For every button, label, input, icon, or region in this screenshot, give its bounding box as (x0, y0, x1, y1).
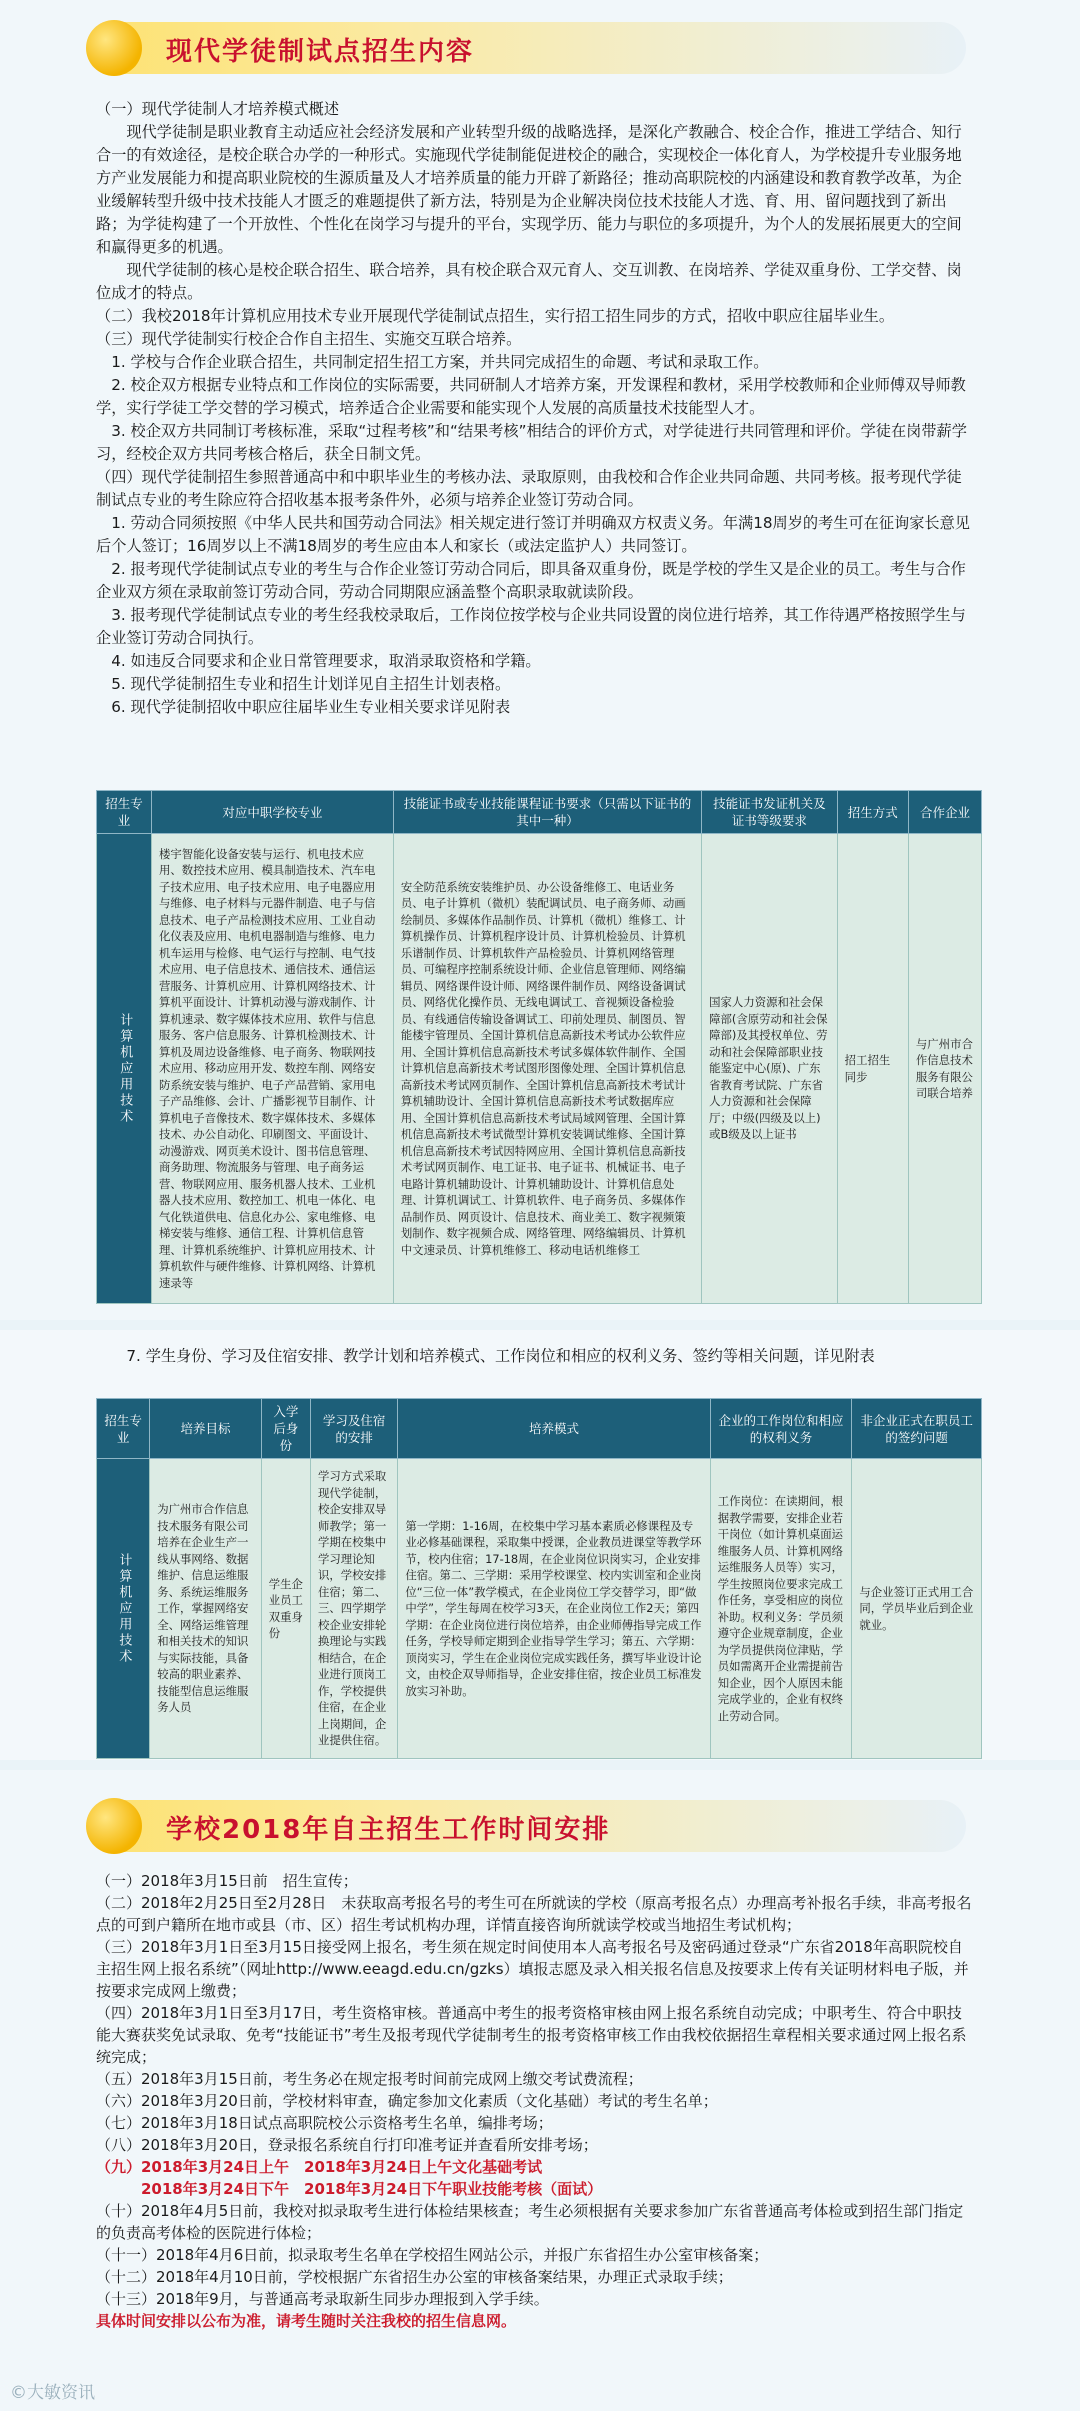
table-cell: 招工招生同步 (837, 834, 908, 1304)
paragraph: 3. 报考现代学徒制试点专业的考生经我校录取后，工作岗位按学校与企业共同设置的岗位进行培养，其工作待遇严格按照学生与企业签订劳动合同执行。 (96, 606, 966, 647)
table-cell-major: 计算机应用技术 (97, 1459, 150, 1759)
paragraph: 1. 学校与合作企业联合招生，共同制定招生招工方案，并共同完成招生的命题、考试和录取工作。 (96, 353, 769, 371)
paragraph: 2. 报考现代学徒制试点专业的考生与合作企业签订劳动合同后，即具备双重身份，既是学校的学生又是企业的员工。考生与合作企业双方须在录取前签订劳动合同，劳动合同期限应涵盖整个高职录取就读阶段。 (96, 560, 966, 601)
table-cell: 国家人力资源和社会保障部(含原劳动和社会保障部)及其授权单位、劳动和社会保障部职业技能鉴定中心(原)、广东省教育考试院、广东省人力资源和社会保障厅；中级(四级及以上)或B级及以上证书 (702, 834, 838, 1304)
table-header: 培养模式 (398, 1399, 710, 1459)
table-header: 技能证书发证机关及证书等级要求 (702, 791, 838, 834)
paragraph: （一）现代学徒制人才培养模式概述 (96, 100, 339, 118)
paragraph: （二）我校2018年计算机应用技术专业开展现代学徒制试点招生，实行招工招生同步的方式，招收中职应往届毕业生。 (96, 307, 895, 325)
table-cell-major: 计算机应用技术 (97, 834, 152, 1304)
schedule-item: （七）2018年3月18日试点高职院校公示资格考生名单，编排考场； (96, 2114, 553, 2132)
schedule-item: （一）2018年3月15日前 招生宣传； (96, 1872, 358, 1890)
table-header: 学习及住宿的安排 (310, 1399, 397, 1459)
table-header: 入学后身份 (261, 1399, 310, 1459)
training-arrangement-table (96, 1398, 982, 1759)
schedule-item: （十三）2018年9月，与普通高考录取新生同步办理报到入学手续。 (96, 2290, 549, 2308)
watermark: ©大敏资讯 (10, 2383, 95, 2403)
paragraph: 5. 现代学徒制招生专业和招生计划详见自主招生计划表格。 (96, 675, 511, 693)
table-cell: 安全防范系统安装维护员、办公设备维修工、电话业务员、电子计算机（微机）装配调试员、电子商务师、动画绘制员、多媒体作品制作员、计算机（微机）维修工、计算机操作员、计算机程序设计员、计算机检验员、计算机乐谱制作员、计算机软件产品检验员、计算机网络管理员、可编程序控制系统设计师、企业信息管理师、网络编辑员、网络课件设计师、网络课件制作员、网络设备调试员、网络优化操作员、无线电调试工、音视频设备检验员、有线通信传输设备调试工、印前处理员、制图员、智能楼宇管理员、全国计算机信息高新技术考试办公软件应用、全国计算机信息高新技术考试多媒体软件制作、全国计算机信息高新技术考试图形图像处理、全国计算机信息高新技术考试网页制作、全国计算机信息高新技术考试计算机辅助设计、全国计算机信息高新技术考试数据库应用、全国计算机信息高新技术考试局域网管理、全国计算机信息高新技术考试微型计算机安装调试维修、全国计算机信息高新技术考试因特网应用、全国计算机信息高新技术考试网页制作、电工证书、电子证书、机械证书、电子电路计算机辅助设计、计算机辅助设计、计算机信息处理、计算机调试工、计算机软件、电子商务员、多媒体作品制作员、网页设计、信息技术、商业美工、数字视频策划制作、数字视频合成、网络管理、网络编辑员、计算机中文速录员、计算机维修工、移动电话机维修工 (393, 834, 701, 1304)
table-cell: 工作岗位：在读期间，根据教学需要，安排企业若干岗位（如计算机桌面运维服务人员、计算机网络运维服务人员等）实习，学生按照岗位要求完成工作任务，享受相应的岗位补助。权利义务：学员须遵守企业规章制度，企业为学员提供岗位津贴，学员如需离开企业需提前告知企业，因个人原因未能完成学业的，企业有权终止劳动合同。 (710, 1459, 852, 1759)
table-header: 招生专业 (97, 1399, 150, 1459)
paragraph: 7. 学生身份、学习及住宿安排、教学计划和培养模式、工作岗位和相应的权利义务、签约等相关问题，详见附表 (96, 1347, 875, 1365)
schedule-note: 具体时间安排以公布为准，请考生随时关注我校的招生信息网。 (96, 2312, 517, 2330)
table-cell: 为广州市合作信息技术服务有限公司培养在企业生产一线从事网络、数据维护、信息运维服务、系统运维服务工作，掌握网络安全、网络运维管理和相关技术的知识与实际技能，具备较高的职业素养、技能型信息运维服务人员 (150, 1459, 262, 1759)
table-header: 非企业正式在职员工的签约问题 (852, 1399, 982, 1459)
section-title: 学校2018年自主招生工作时间安排 (166, 1815, 611, 1845)
paragraph: 6. 现代学徒制招收中职应往届毕业生专业相关要求详见附表 (96, 698, 511, 716)
table-cell: 与广州市合作信息技术服务有限公司联合培养 (908, 834, 981, 1304)
schedule-item: （六）2018年3月20日前，学校材料审查，确定参加文化素质（文化基础）考试的考生名单； (96, 2092, 718, 2110)
paragraph: 2. 校企双方根据专业特点和工作岗位的实际需要，共同研制人才培养方案，开发课程和教材，采用学校教师和企业师傅双导师教学，实行学徒工学交替的学习模式，培养适合企业需要和能实现个人发展的高质量技术技能型人才。 (96, 376, 966, 417)
schedule-item: （三）2018年3月1日至3月15日接受网上报名，考生须在规定时间使用本人高考报名号及密码通过登录“广东省2018年高职院校自主招生网上报名系统”（网址http://www.eeagd.edu.cn/gzks）填报志愿及录入相关报名信息及按要求上传有关证明材料电子版，并按要求完成网上缴费； (96, 1938, 969, 2000)
schedule-item: （八）2018年3月20日，登录报名系统自行打印准考证并查看所安排考场； (96, 2136, 598, 2154)
paragraph: 现代学徒制是职业教育主动适应社会经济发展和产业转型升级的战略选择，是深化产教融合、校企合作，推进工学结合、知行合一的有效途径，是校企联合办学的一种形式。实施现代学徒制能促进校企的融合，实现校企一体化育人，为学校提升专业服务地方产业发展能力和提高职业院校的生源质量及人才培养质量的能力开辟了新路径；推动高职院校的内涵建设和教育教学改革，为企业缓解转型升级中技术技能人才匮乏的难题提供了新方法，特别是为企业解决岗位技术技能人才选、育、用、留问题找到了新出路；为学徒构建了一个开放性、个性化在岗学习与提升的平台，实现学历、能力与职位的多项提升，为个人的发展拓展更大的空间和赢得更多的机遇。 (96, 123, 962, 256)
section-banner (96, 22, 966, 74)
table-header: 招生专业 (97, 791, 152, 834)
intro-text (96, 98, 976, 719)
table-cell: 第一学期：1-16周，在校集中学习基本素质必修课程及专业必修基础课程，采取集中授课，企业教员进课堂等教学环节，校内住宿；17-18周，在企业岗位识岗实习，企业安排住宿。第二、三学期：采用学校课堂、校内实训室和企业岗位“三位一体”教学模式，在企业岗位工学交替学习，即“做中学”，学生每周在校学习3天，在企业岗位工作2天；第四学期：在企业岗位进行岗位培养，由企业师傅指导完成工作任务，学校导师定期到企业指导学生学习；第五、六学期：顶岗实习，学生在企业岗位完成实践任务，撰写毕业设计论文，由校企双导师指导，企业安排住宿，按企业员工标准发放实习补助。 (398, 1459, 710, 1759)
schedule-item: （十）2018年4月5日前，我校对拟录取考生进行体检结果核查；考生必须根据有关要求参加广东省普通高考体检或到招生部门指定的负责高考体检的医院进行体检； (96, 2202, 964, 2242)
note-7 (96, 1345, 976, 1368)
table-cell: 学习方式采取现代学徒制，校企安排双导师教学；第一学期在校集中学习理论知识，学校安排住宿；第二、三、四学期学校企业安排轮换理论与实践相结合，在企业进行顶岗工作，学校提供住宿，在企业上岗期间，企业提供住宿。 (310, 1459, 397, 1759)
paragraph: 4. 如违反合同要求和企业日常管理要求，取消录取资格和学籍。 (96, 652, 541, 670)
schedule-item: （五）2018年3月15日前，考生务必在规定报考时间前完成网上缴交考试费流程； (96, 2070, 643, 2088)
paragraph: 现代学徒制的核心是校企联合招生、联合培养，具有校企联合双元育人、交互训教、在岗培养、学徒双重身份、工学交替、岗位成才的特点。 (96, 261, 962, 302)
table-header: 企业的工作岗位和相应的权利义务 (710, 1399, 852, 1459)
table-cell: 楼宇智能化设备安装与运行、机电技术应用、数控技术应用、模具制造技术、汽车电子技术应用、电子技术应用、电子电器应用与维修、电子材料与元器件制造、电子与信息技术、电子产品检测技术应用、工业自动化仪表及应用、电机电器制造与维修、电力机车运用与检修、电气运行与控制、电气技术应用、电子信息技术、通信技术、通信运营服务、计算机应用、计算机网络技术、计算机平面设计、计算机动漫与游戏制作、计算机速录、数字媒体技术应用、软件与信息服务、客户信息服务、计算机检测技术、计算机及周边设备维修、电子商务、物联网技术应用、移动应用开发、数控车削、网络安防系统安装与维护、电子产品营销、家用电子产品维修、会计、广播影视节目制作、计算机电子音像技术、数字媒体技术、多媒体技术、办公自动化、印刷图文、平面设计、动漫游戏、网页美术设计、图书信息管理、商务助理、物流服务与管理、电子商务运营、物联网应用、服务机器人技术、工业机器人技术应用、数控加工、机电一体化、电气化铁道供电、信息化办公、家电维修、电梯安装与维修、通信工程、计算机信息管理、计算机系统维护、计算机应用技术、计算机软件与硬件维修、计算机网络、计算机速录等 (152, 834, 394, 1304)
banner-dot-icon (86, 1798, 142, 1854)
banner-dot-icon (86, 20, 142, 76)
section-title: 现代学徒制试点招生内容 (166, 37, 475, 67)
schedule-item: （二）2018年2月25日至2月28日 未获取高考报名号的考生可在所就读的学校（原高考报名点）办理高考补报名手续，非高考报名点的可到户籍所在地市或县（市、区）招生考试机构办理，详情直接咨询所就读学校或当地招生考试机构； (96, 1894, 972, 1934)
section-banner (96, 1800, 966, 1852)
table-header: 对应中职学校专业 (152, 791, 394, 834)
schedule-item: （四）2018年3月1日至3月17日，考生资格审核。普通高中考生的报考资格审核由网上报名系统自动完成；中职考生、符合中职技能大赛获奖免试录取、免考“技能证书”考生及报考现代学徒制考生的报考资格审核工作由我校依据招生章程相关要求通过网上报名系统完成； (96, 2004, 967, 2066)
table-cell: 学生企业员工双重身份 (261, 1459, 310, 1759)
table-header: 技能证书或专业技能课程证书要求（只需以下证书的其中一种） (393, 791, 701, 834)
exam-time-item: （九）2018年3月24日上午 2018年3月24日上午文化基础考试 (96, 2158, 543, 2176)
major-requirements-table (96, 790, 982, 1304)
table-header: 合作企业 (908, 791, 981, 834)
table-header: 招生方式 (837, 791, 908, 834)
table-header: 培养目标 (150, 1399, 262, 1459)
schedule-item: （十一）2018年4月6日前，拟录取考生名单在学校招生网站公示，并报广东省招生办公室审核备案； (96, 2246, 769, 2264)
schedule-item: （十二）2018年4月10日前，学校根据广东省招生办公室的审核备案结果，办理正式录取手续； (96, 2268, 733, 2286)
exam-time-item: 2018年3月24日下午 2018年3月24日下午职业技能考核（面试） (96, 2180, 603, 2198)
paragraph: （三）现代学徒制实行校企合作自主招生、实施交互联合培养。 (96, 330, 522, 348)
paragraph: 3. 校企双方共同制订考核标准，采取“过程考核”和“结果考核”相结合的评价方式，对学徒进行共同管理和评价。学徒在岗带薪学习，经校企双方共同考核合格后，获全日制文凭。 (96, 422, 967, 463)
table-cell: 与企业签订正式用工合同，学员毕业后到企业就业。 (852, 1459, 982, 1759)
schedule-text (96, 1870, 976, 2332)
paragraph: （四）现代学徒制招生参照普通高中和中职毕业生的考核办法、录取原则，由我校和合作企业共同命题、共同考核。报考现代学徒制试点专业的考生除应符合招收基本报考条件外，必须与培养企业签订劳动合同。 (96, 468, 962, 509)
paragraph: 1. 劳动合同须按照《中华人民共和国劳动合同法》相关规定进行签订并明确双方权责义务。年满18周岁的考生可在征询家长意见后个人签订；16周岁以上不满18周岁的考生应由本人和家长（或法定监护人）共同签订。 (96, 514, 970, 555)
